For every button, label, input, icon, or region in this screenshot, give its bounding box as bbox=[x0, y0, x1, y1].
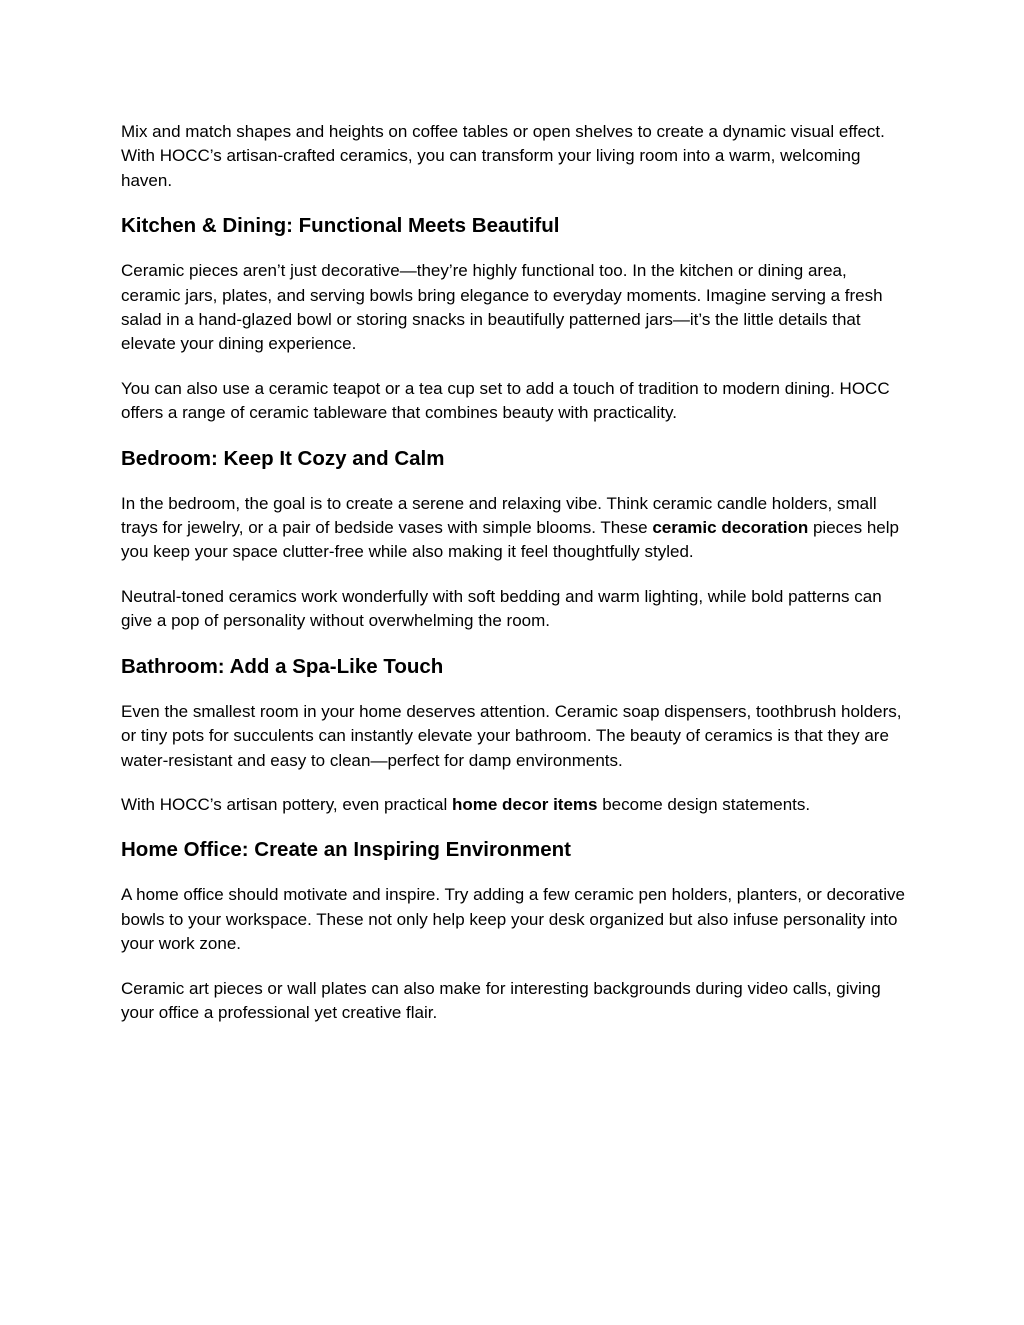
heading-bedroom: Bedroom: Keep It Cozy and Calm bbox=[121, 446, 445, 470]
heading-kitchen-dining: Kitchen & Dining: Functional Meets Beautiful bbox=[121, 214, 560, 238]
paragraph-bedroom-1 bbox=[121, 492, 906, 565]
paragraph-home-office-2: Ceramic art pieces or wall plates can also make for interesting backgrounds during video calls, giving your office a professional yet creative flair. bbox=[121, 978, 881, 1022]
bold-home-decor-items: home decor items bbox=[452, 794, 598, 814]
paragraph-bathroom-2 bbox=[121, 793, 906, 817]
paragraph-living-room-outro: Mix and match shapes and heights on coffee tables or open shelves to create a dynamic visual effect. With HOCC’s artisan-crafted ceramics, you can transform your living room into a warm, welcoming haven. bbox=[121, 122, 885, 190]
paragraph-bedroom-1-text-before: In the bedroom, the goal is to create a serene and relaxing vibe. Think ceramic candle holders, small trays for jewelry, or a pair of bedside vases with simple blooms. These bbox=[121, 493, 877, 538]
bold-ceramic-decoration: ceramic decoration bbox=[652, 518, 809, 538]
document-page bbox=[121, 120, 906, 1025]
paragraph-bathroom-1: Even the smallest room in your home deserves attention. Ceramic soap dispensers, toothbrush holders, or tiny pots for succulents can instantly elevate your bathroom. The beauty of ceramics is that they are water-resistant and easy to clean—perfect for damp environments. bbox=[121, 701, 902, 770]
paragraph-home-office-1: A home office should motivate and inspire. Try adding a few ceramic pen holders, planters, or decorative bowls to your workspace. These not only help keep your desk organized but also infuse personality into your work zone. bbox=[121, 885, 906, 954]
paragraph-bathroom-2-text-before: With HOCC’s artisan pottery, even practical bbox=[121, 794, 452, 814]
paragraph-bedroom-2: Neutral-toned ceramics work wonderfully with soft bedding and warm lighting, while bold patterns can give a pop of personality without overwhelming the room. bbox=[121, 586, 882, 631]
heading-home-office: Home Office: Create an Inspiring Environment bbox=[121, 838, 571, 862]
paragraph-kitchen-2: You can also use a ceramic teapot or a tea cup set to add a touch of tradition to modern dining. HOCC offers a range of ceramic tableware that combines beauty with practicality. bbox=[121, 378, 890, 423]
paragraph-bathroom-2-text-after: become design statements. bbox=[597, 794, 811, 814]
paragraph-kitchen-1: Ceramic pieces aren’t just decorative—they’re highly functional too. In the kitchen or dining area, ceramic jars, plates, and serving bowls bring elegance to everyday moments. Imagine serving a fresh salad in a hand-glazed bowl or storing snacks in beautifully patterned jars—it’s the little details that elevate your dining experience. bbox=[121, 261, 883, 354]
heading-bathroom: Bathroom: Add a Spa-Like Touch bbox=[121, 654, 444, 678]
paragraph-bedroom-1-text-after: pieces help you keep your space clutter-free while also making it feel thoughtfully styled. bbox=[121, 518, 899, 562]
